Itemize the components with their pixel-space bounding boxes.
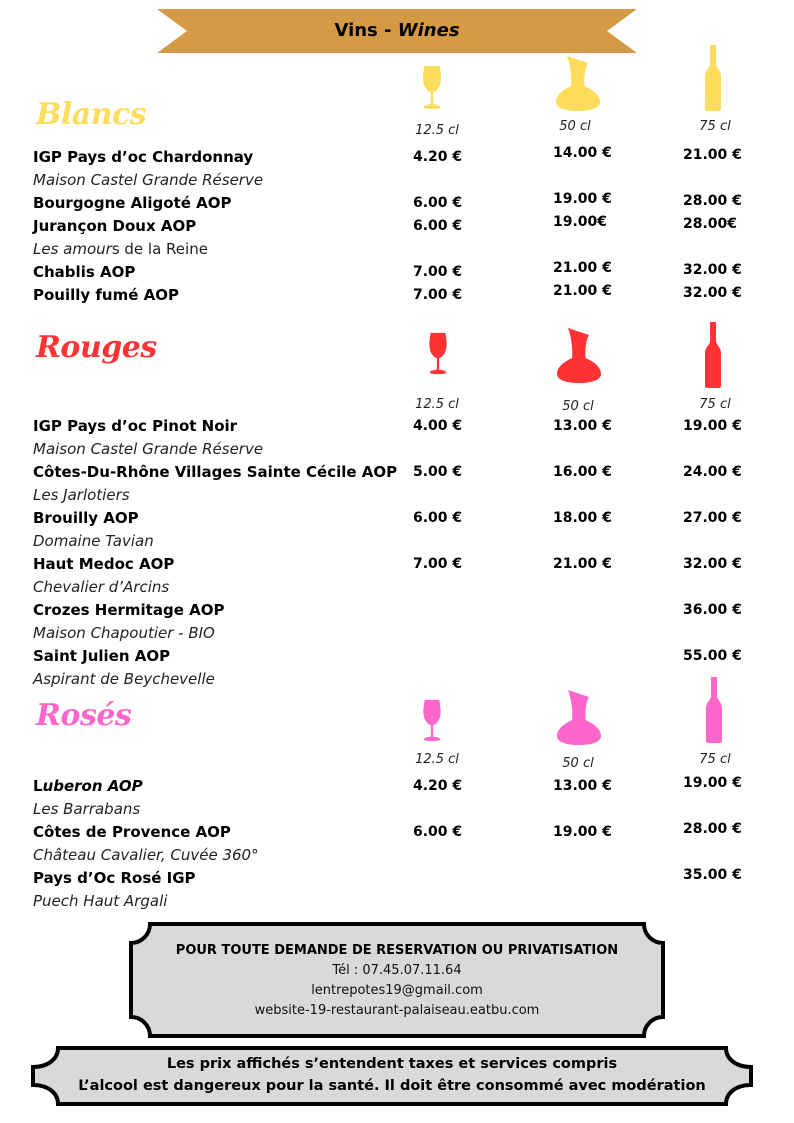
wine-name: Côtes-Du-Rhône Villages Sainte Cécile AOP	[33, 463, 398, 481]
wine-glass-icon	[420, 66, 444, 110]
price-bottle: 28.00 €	[683, 193, 742, 209]
price-bottle: 28.00€	[683, 216, 738, 232]
wine-name: Pays d’Oc Rosé IGP	[33, 869, 196, 887]
price-bottle: 36.00 €	[683, 602, 742, 618]
carafe-icon	[556, 690, 602, 746]
wine-name: Chablis AOP	[33, 263, 136, 281]
wine-producer: Château Cavalier, Cuvée 360°	[33, 846, 259, 864]
size-label-carafe: 50 cl	[562, 756, 594, 771]
price-bottle: 32.00 €	[683, 556, 742, 572]
wine-name: Brouilly AOP	[33, 509, 139, 527]
size-label-glass: 12.5 cl	[415, 752, 459, 767]
wine-producer: Aspirant de Beychevelle	[33, 670, 215, 688]
wine-producer: Chevalier d’Arcins	[33, 578, 170, 596]
wine-producer: Maison Castel Grande Réserve	[33, 440, 264, 458]
price-carafe: 16.00 €	[553, 464, 612, 480]
contact-website[interactable]: website-19-restaurant-palaiseau.eatbu.com	[254, 1003, 540, 1018]
price-carafe: 13.00 €	[553, 418, 612, 434]
wine-name: Luberon AOP	[33, 777, 143, 795]
price-glass: 4.20 €	[413, 778, 463, 794]
price-glass: 6.00 €	[413, 195, 463, 211]
size-label-glass: 12.5 cl	[415, 397, 459, 412]
contact-box-frame	[128, 921, 666, 1039]
price-bottle: 55.00 €	[683, 648, 742, 664]
wine-name: Crozes Hermitage AOP	[33, 601, 225, 619]
wine-producer: Les Barrabans	[33, 800, 141, 818]
wine-producer: Maison Castel Grande Réserve	[33, 171, 264, 189]
contact-title: POUR TOUTE DEMANDE DE RESERVATION OU PRIVATISATION	[175, 943, 619, 958]
price-carafe: 21.00 €	[553, 260, 612, 276]
wine-name: Pouilly fumé AOP	[33, 286, 179, 304]
notice-box-frame	[30, 1045, 754, 1107]
carafe-icon	[555, 56, 601, 112]
price-carafe: 14.00 €	[553, 145, 612, 161]
price-bottle: 21.00 €	[683, 147, 742, 163]
wine-name: IGP Pays d’oc Pinot Noir	[33, 417, 238, 435]
wine-name: Jurançon Doux AOP	[33, 217, 197, 235]
price-glass: 5.00 €	[413, 464, 463, 480]
price-bottle: 19.00 €	[683, 418, 742, 434]
wine-bottle-icon	[704, 322, 722, 388]
price-carafe: 18.00 €	[553, 510, 612, 526]
wine-producer: Maison Chapoutier - BIO	[33, 624, 215, 642]
notice-box	[30, 1045, 754, 1107]
price-glass: 7.00 €	[413, 287, 463, 303]
price-bottle: 27.00 €	[683, 510, 742, 526]
wine-name: Haut Medoc AOP	[33, 555, 175, 573]
price-bottle: 32.00 €	[683, 285, 742, 301]
notice-alcohol-warning: L’alcool est dangereux pour la santé. Il doit être consommé avec modération	[78, 1078, 706, 1094]
price-glass: 4.20 €	[413, 149, 463, 165]
price-bottle: 19.00 €	[683, 775, 742, 791]
wine-producer: Domaine Tavian	[33, 532, 154, 550]
wine-glass-icon	[427, 332, 449, 376]
wine-bottle-icon	[705, 677, 723, 743]
section-title-blancs: Blancs	[36, 97, 147, 132]
price-carafe: 19.00€	[553, 214, 608, 230]
banner-title: Vins - Wines	[334, 20, 460, 41]
contact-phone[interactable]: Tél : 07.45.07.11.64	[332, 963, 462, 978]
wine-producer: Les amours de la Reine	[33, 240, 208, 258]
wines-banner	[157, 9, 637, 53]
price-bottle: 35.00 €	[683, 867, 742, 883]
wine-name: Saint Julien AOP	[33, 647, 171, 665]
price-glass: 6.00 €	[413, 218, 463, 234]
price-bottle: 28.00 €	[683, 821, 742, 837]
notice-prices: Les prix affichés s’entendent taxes et services compris	[166, 1056, 618, 1072]
wine-name: Côtes de Provence AOP	[33, 823, 231, 841]
contact-email[interactable]: lentrepotes19@gmail.com	[311, 983, 483, 998]
size-label-bottle: 75 cl	[699, 752, 731, 767]
size-label-bottle: 75 cl	[699, 119, 731, 134]
wine-producer: Puech Haut Argali	[33, 892, 168, 910]
section-title-roses: Rosés	[36, 698, 132, 733]
price-bottle: 24.00 €	[683, 464, 742, 480]
wine-name: Bourgogne Aligoté AOP	[33, 194, 232, 212]
wine-name: IGP Pays d’oc Chardonnay	[33, 148, 254, 166]
wine-glass-icon	[421, 699, 443, 743]
contact-box	[128, 921, 666, 1039]
price-carafe: 21.00 €	[553, 556, 612, 572]
size-label-bottle: 75 cl	[699, 397, 731, 412]
price-glass: 7.00 €	[413, 264, 463, 280]
price-glass: 7.00 €	[413, 556, 463, 572]
price-carafe: 21.00 €	[553, 283, 612, 299]
section-title-rouges: Rouges	[36, 330, 157, 365]
price-glass: 4.00 €	[413, 418, 463, 434]
price-bottle: 32.00 €	[683, 262, 742, 278]
price-carafe: 13.00 €	[553, 778, 612, 794]
size-label-glass: 12.5 cl	[415, 123, 459, 138]
carafe-icon	[556, 328, 602, 384]
size-label-carafe: 50 cl	[562, 399, 594, 414]
size-label-carafe: 50 cl	[559, 119, 591, 134]
price-carafe: 19.00 €	[553, 191, 612, 207]
wine-producer: Les Jarlotiers	[33, 486, 130, 504]
price-glass: 6.00 €	[413, 824, 463, 840]
price-carafe: 19.00 €	[553, 824, 612, 840]
wine-bottle-icon	[704, 45, 722, 111]
price-glass: 6.00 €	[413, 510, 463, 526]
